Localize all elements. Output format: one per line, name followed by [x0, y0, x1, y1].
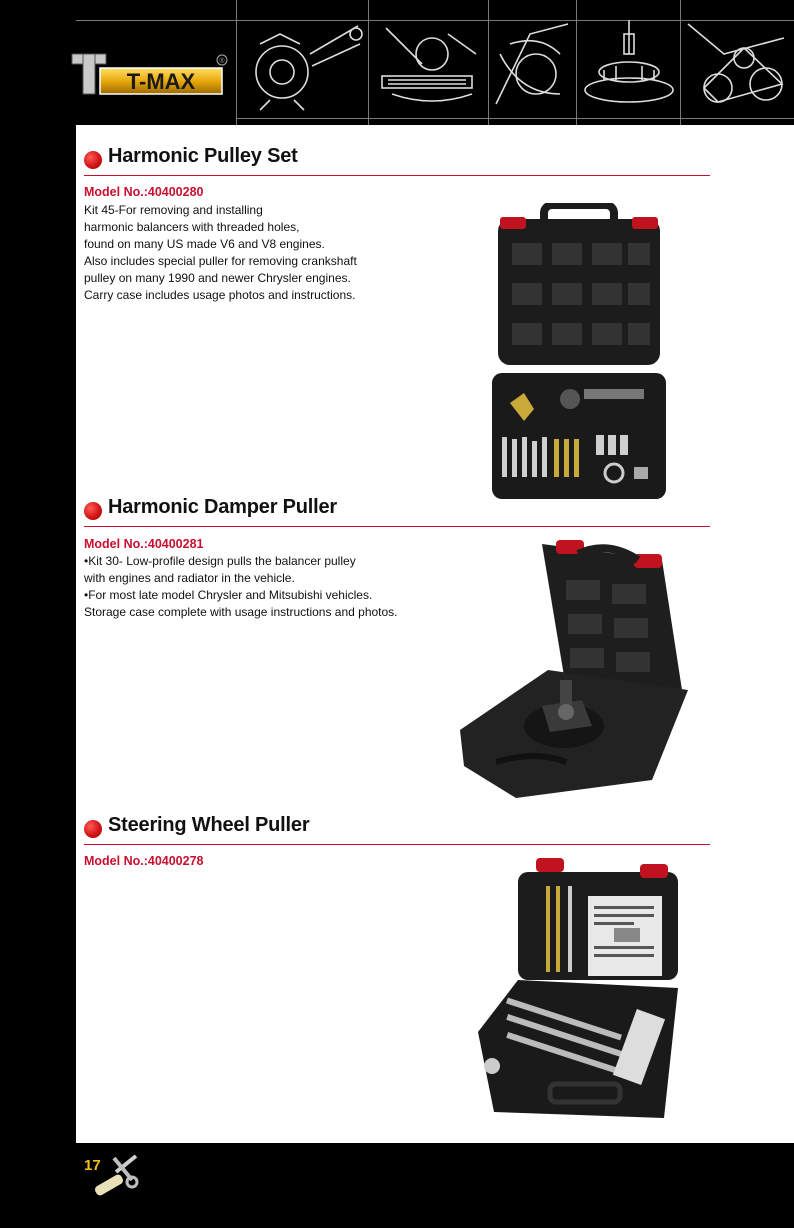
header-grid-line	[236, 118, 794, 119]
section-heading	[84, 145, 710, 176]
product-description	[84, 553, 398, 621]
description-line: •For most late model Chrysler and Mitsubishi vehicles.	[84, 588, 373, 602]
product-photo-pulley-set	[488, 203, 670, 505]
header-grid-line	[488, 0, 489, 125]
section-title: Harmonic Pulley Set	[108, 145, 298, 167]
tie-rod-tool-icon	[372, 14, 486, 114]
red-bullet-icon	[84, 502, 102, 520]
description-line: pulley on many 1990 and newer Chrysler engines.	[84, 271, 351, 285]
header-grid-line	[576, 0, 577, 125]
description-line: Storage case complete with usage instructions and photos.	[84, 605, 398, 619]
red-bullet-icon	[84, 151, 102, 169]
page-footer	[76, 1143, 794, 1228]
description-line: •Kit 30- Low-profile design pulls the balancer pulley	[84, 554, 356, 568]
description-line: found on many US made V6 and V8 engines.	[84, 237, 325, 251]
section-heading	[84, 814, 710, 845]
description-line: Carry case includes usage photos and instructions.	[84, 288, 356, 302]
header-grid-line	[236, 0, 237, 125]
model-number: Model No.:40400278	[84, 854, 204, 868]
description-line: with engines and radiator in the vehicle.	[84, 571, 295, 585]
tmax-logo	[70, 44, 230, 108]
page-number: 17	[84, 1157, 101, 1174]
header-grid-line	[680, 0, 681, 125]
product-description	[84, 202, 357, 304]
description-line: Kit 45-For removing and installing	[84, 203, 263, 217]
red-bullet-icon	[84, 820, 102, 838]
harmonic-balancer-icon	[490, 14, 574, 114]
section-heading	[84, 496, 710, 527]
description-line: harmonic balancers with threaded holes,	[84, 220, 300, 234]
catalog-page	[76, 125, 794, 1143]
section-title: Harmonic Damper Puller	[108, 496, 338, 518]
pulley-puller-icon	[240, 14, 366, 114]
page-header	[0, 0, 794, 125]
description-line: Also includes special puller for removing crankshaft	[84, 254, 357, 268]
bearing-separator-icon	[580, 14, 678, 114]
header-grid-line	[368, 0, 369, 125]
product-photo-steering-wheel-puller	[474, 856, 686, 1122]
wrench-screwdriver-icon	[92, 1150, 140, 1198]
section-title: Steering Wheel Puller	[108, 814, 310, 836]
model-number: Model No.:40400281	[84, 537, 204, 551]
product-photo-damper-puller	[456, 540, 696, 802]
belt-drive-icon	[684, 14, 790, 114]
logo-text: T-MAX	[126, 69, 196, 94]
registered-mark: ®	[219, 58, 225, 65]
model-number: Model No.:40400280	[84, 185, 204, 199]
